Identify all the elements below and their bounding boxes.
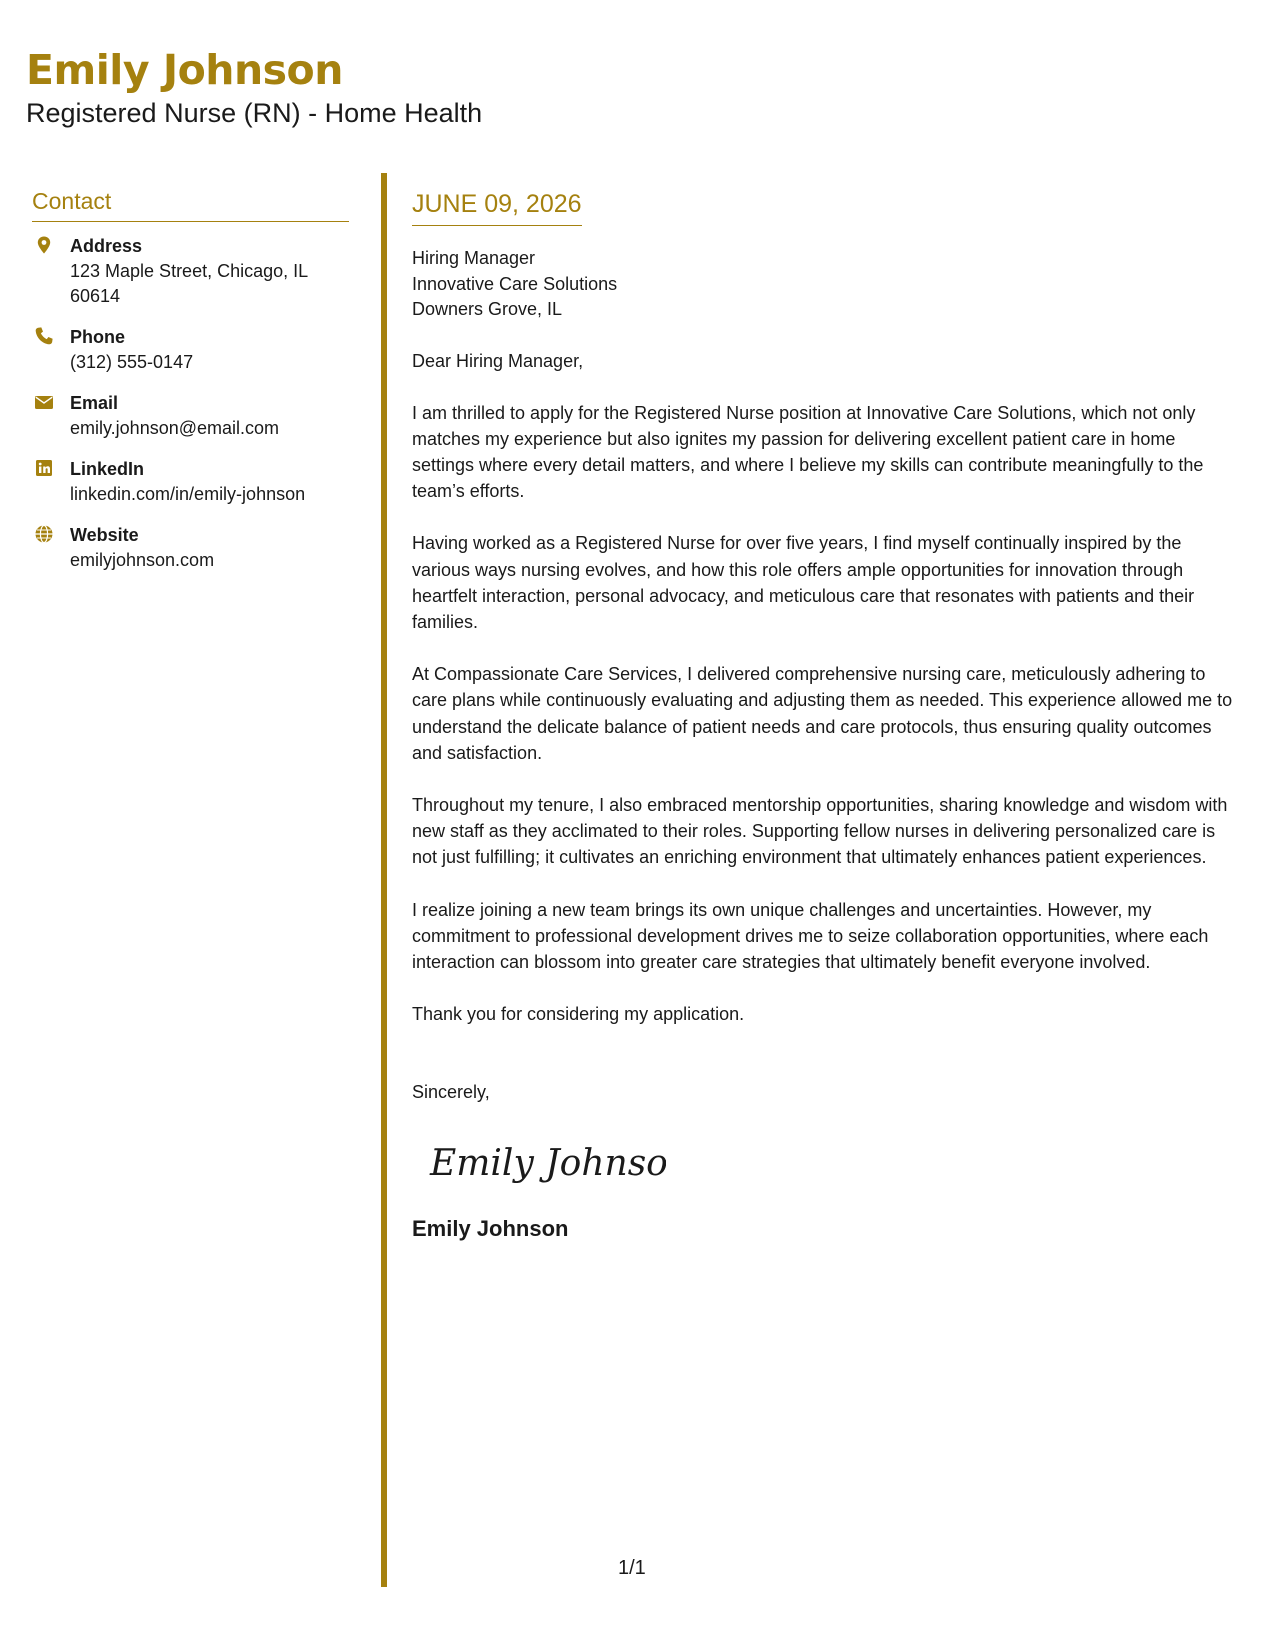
applicant-name: Emily Johnson <box>26 46 343 94</box>
contact-item-address <box>32 234 349 309</box>
map-pin-icon <box>34 235 54 255</box>
email-label: Email <box>70 393 119 413</box>
contact-item-phone <box>32 325 349 375</box>
signature-text: Emily Johnson <box>430 1143 666 1185</box>
linkedin-value: linkedin.com/in/emily-johnson <box>70 484 306 504</box>
letter-paragraph: I realize joining a new team brings its own unique challenges and uncertainties. However, my commitment to professional development drives me to seize collaboration opportunities, where each interaction can blossom into greater care strategies that ultimately benefit everyone involved. <box>412 899 1209 972</box>
contact-item-email <box>32 391 349 441</box>
address-label: Address <box>70 236 143 256</box>
email-value: emily.johnson@email.com <box>70 418 280 438</box>
letter-paragraph: I am thrilled to apply for the Registered Nurse position at Innovative Care Solutions, which not only matches my experience but also ignites my passion for delivering excellent patient care in home settings where every detail matters, and where I believe my skills can contribute meaningfully to the team’s efforts. <box>412 402 1204 502</box>
contact-item-linkedin <box>32 457 349 507</box>
letter-paragraph: Having worked as a Registered Nurse for over five years, I find myself continually inspired by the various ways nursing evolves, and how this role offers ample opportunities for innovation through heartfelt interaction, personal advocacy, and meticulous care that resonates with patients and their families. <box>412 533 1195 632</box>
header <box>26 46 482 130</box>
letter-body <box>412 190 1242 1242</box>
phone-value: (312) 555-0147 <box>70 352 194 372</box>
closing: Sincerely, <box>412 1082 490 1103</box>
page-number: 1/1 <box>618 1557 646 1579</box>
letter-paragraph: Thank you for considering my application. <box>412 1004 745 1025</box>
linkedin-icon <box>34 458 54 478</box>
contact-section-title: Contact <box>32 188 349 222</box>
website-value: emilyjohnson.com <box>70 550 215 570</box>
linkedin-label: LinkedIn <box>70 459 145 479</box>
phone-label: Phone <box>70 327 126 347</box>
recipient-line: Innovative Care Solutions <box>412 273 618 294</box>
globe-icon <box>34 524 54 544</box>
signer-name: Emily Johnson <box>412 1216 569 1242</box>
contact-sidebar <box>32 188 349 589</box>
handwritten-signature <box>426 1133 666 1193</box>
column-divider <box>381 173 387 1587</box>
email-icon <box>34 392 54 412</box>
letter-paragraph: Throughout my tenure, I also embraced mentorship opportunities, sharing knowledge and wisdom with new staff as they acclimated to their roles. Supporting fellow nurses in delivering personalized care is not just fulfilling; it cultivates an enriching environment that ultimately enhances patient experiences. <box>412 794 1228 868</box>
recipient-block <box>412 246 1242 323</box>
letter-paragraph: At Compassionate Care Services, I delivered comprehensive nursing care, meticulously adhering to care plans while continuously evaluating and adjusting them as needed. This experience allowed me to understand the delicate balance of patient needs and care protocols, thus ensuring quality outcomes and satisfaction. <box>412 664 1233 763</box>
applicant-role: Registered Nurse (RN) - Home Health <box>26 98 483 129</box>
letter-date: JUNE 09, 2026 <box>412 190 582 226</box>
phone-icon <box>34 326 54 346</box>
address-value: 123 Maple Street, Chicago, IL 60614 <box>70 261 308 306</box>
contact-item-website <box>32 523 349 573</box>
greeting: Dear Hiring Manager, <box>412 350 584 371</box>
website-label: Website <box>70 525 139 545</box>
recipient-line: Hiring Manager <box>412 248 536 268</box>
recipient-line: Downers Grove, IL <box>412 299 563 319</box>
